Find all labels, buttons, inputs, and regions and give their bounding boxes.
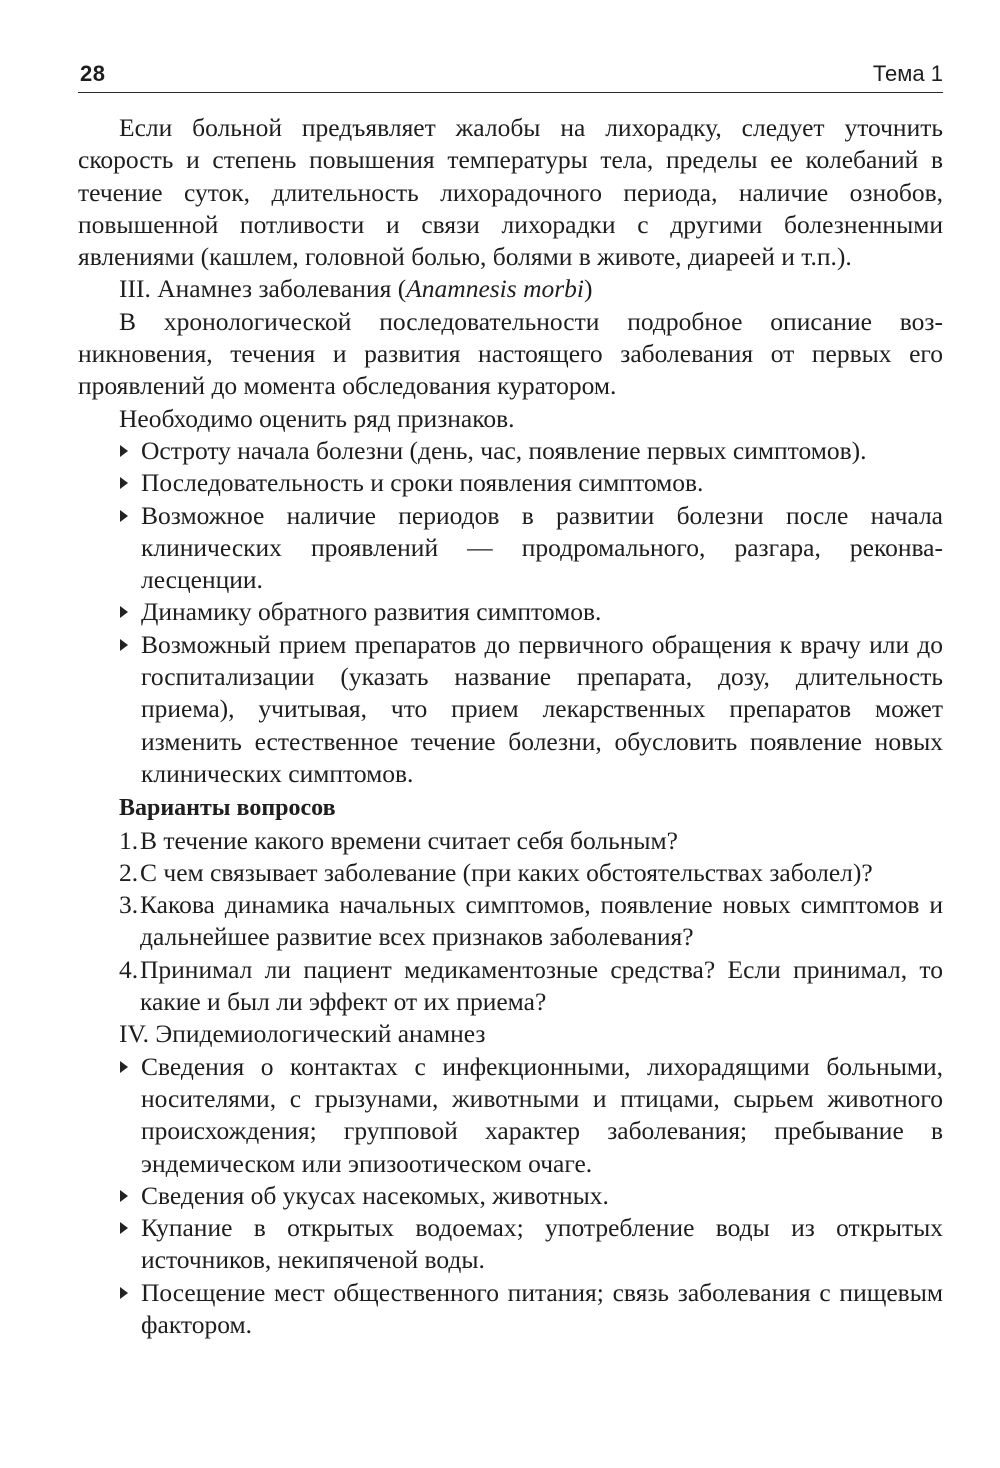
page-number: 28 <box>80 61 106 86</box>
list-item-text: Купание в открытых водоемах; употребление воды из открытых источников, некипяченой воды. <box>141 1213 943 1275</box>
question-number: 3. <box>119 890 139 920</box>
question-number: 2. <box>119 857 139 887</box>
section-3-title-suffix: ) <box>584 274 593 304</box>
section-4-bullet-list <box>78 1051 943 1342</box>
bullet-triangle-icon <box>120 1222 128 1234</box>
bullet-triangle-icon <box>120 1287 128 1299</box>
list-item-text: Посещение мест общественного питания; связь заболевания с пищевым фактором. <box>141 1277 943 1339</box>
list-item-text: Возможное наличие периодов в развитии болезни после начала клинических проявлений — продромального, разгара, реконвалесценции. <box>141 500 943 595</box>
list-item <box>78 1277 943 1342</box>
bullet-triangle-icon <box>120 477 128 489</box>
list-item-text: Сведения о контактах с инфекционными, лихорадящими больными, носителями, с грызунами, животными и птицами, сырьем животного происхождения; групповой характер заболевания; пребывание в эндемическом или эпизоотическом очаге. <box>141 1051 943 1178</box>
list-item-text: Динамику обратного развития симптомов. <box>141 597 602 627</box>
question-number: 4. <box>119 954 139 984</box>
section-4-title: IV. Эпидемиологический анамнез <box>119 1019 486 1049</box>
question-text: С чем связывает заболевание (при каких обстоятельствах заболел)? <box>140 857 873 887</box>
section-3-title <box>78 273 943 305</box>
list-item <box>78 1051 943 1180</box>
list-item <box>78 954 943 1019</box>
list-item <box>78 1180 943 1212</box>
list-item <box>78 825 943 857</box>
section-3-description: В хронологической последовательности подробное описание возникновения, течения и развития настоящего заболевания от первых его проявлений до момента обследования куратором. <box>78 306 943 401</box>
bullet-triangle-icon <box>120 1190 128 1202</box>
bullet-triangle-icon <box>120 639 128 651</box>
bullet-triangle-icon <box>120 606 128 618</box>
question-number: 1. <box>119 825 139 855</box>
section-3-bullet-list <box>78 435 943 790</box>
section-3-title-prefix: III. Анамнез заболевания ( <box>119 274 407 304</box>
section-3-title-latin: Anamnesis morbi <box>406 274 584 304</box>
list-item <box>78 1212 943 1277</box>
page-header <box>78 58 943 93</box>
list-item <box>78 500 943 597</box>
questions-list <box>78 825 943 1019</box>
list-item-text: Последовательность и сроки появления симптомов. <box>141 468 704 498</box>
list-item <box>78 629 943 790</box>
list-item-text: Возможный прием препаратов до первичного обращения к врачу или до госпитализации (указать название препарата, дозу, длительность приема), учитывая, что прием лекарственных препаратов может изменить естественное течение болезни, обусловить появление новых клинических симптомов. <box>141 629 943 788</box>
list-item <box>78 857 943 889</box>
question-text: В течение какого времени считает себя больным? <box>140 825 678 855</box>
bullet-triangle-icon <box>120 445 128 457</box>
bullet-triangle-icon <box>120 510 128 522</box>
bullet-triangle-icon <box>120 1061 128 1073</box>
questions-heading: Варианты вопросов <box>119 795 336 822</box>
list-item <box>78 889 943 954</box>
page-content <box>78 112 943 1341</box>
intro-paragraph: Если больной предъявляет жалобы на лихорадку, следует уточнить скорость и степень повышения температуры тела, пределы ее колебаний в течение суток, длительность лихорадочного периода, наличие ознобов, повышенной потливости и связи лихорадки с другими болезненными явлениями (кашлем, головной болью, болями в животе, диареей и т.п.). <box>78 113 943 272</box>
list-item <box>78 435 943 467</box>
section-3-lead: Необходимо оценить ряд признаков. <box>119 403 515 433</box>
list-item-text: Сведения об укусах насекомых, животных. <box>141 1180 609 1210</box>
question-text: Принимал ли пациент медикаментозные средства? Если принимал, то какие и был ли эффект от их приема? <box>140 954 943 1017</box>
list-item-text: Остроту начала болезни (день, час, появление первых симптомов). <box>141 435 867 465</box>
running-head: Тема 1 <box>872 61 943 86</box>
list-item <box>78 467 943 499</box>
list-item <box>78 596 943 628</box>
question-text: Какова динамика начальных симптомов, появление новых симптомов и дальнейшее развитие всех признаков заболевания? <box>140 890 943 952</box>
